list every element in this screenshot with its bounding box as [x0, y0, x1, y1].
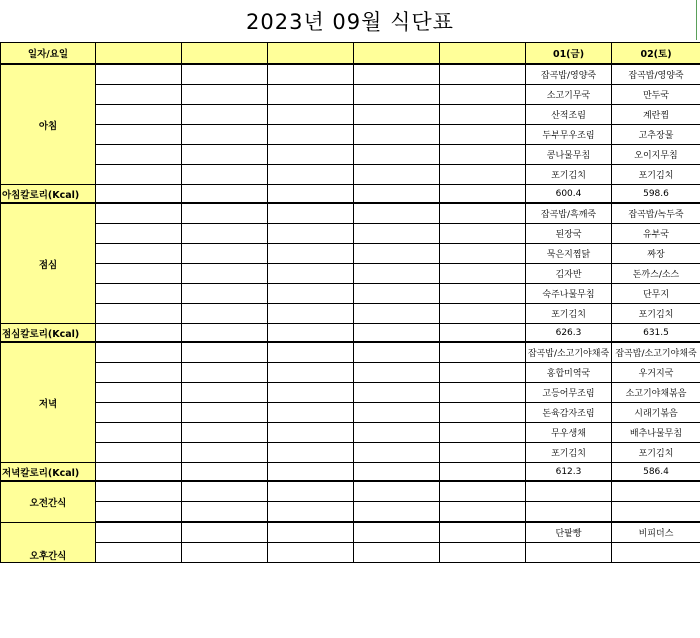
empty-cell [96, 502, 182, 523]
empty-cell [354, 443, 440, 463]
empty-cell [182, 203, 268, 224]
empty-cell [182, 463, 268, 482]
empty-cell [440, 342, 526, 363]
empty-cell [96, 105, 182, 125]
empty-cell [440, 481, 526, 502]
empty-cell [268, 502, 354, 523]
calorie-label: 아침칼로리(Kcal) [1, 185, 96, 204]
menu-item: 홍합미역국 [526, 363, 612, 383]
empty-cell [268, 244, 354, 264]
calorie-row [1, 185, 700, 204]
menu-item: 소고기무국 [526, 85, 612, 105]
menu-item: 잡곡밥/영양죽 [612, 64, 700, 85]
empty-cell [440, 284, 526, 304]
empty-cell [268, 284, 354, 304]
empty-cell [268, 203, 354, 224]
calorie-label: 저녁칼로리(Kcal) [1, 463, 96, 482]
empty-cell [182, 443, 268, 463]
menu-row [1, 125, 700, 145]
empty-cell [268, 363, 354, 383]
menu-item: 두부무우조림 [526, 125, 612, 145]
empty-cell [440, 363, 526, 383]
menu-item: 콩나물무침 [526, 145, 612, 165]
menu-item: 돈육감자조림 [526, 403, 612, 423]
page-title: 2023년 09월 식단표 [246, 10, 454, 34]
menu-row [1, 383, 700, 403]
empty-cell [354, 203, 440, 224]
empty-cell [440, 203, 526, 224]
snack-row [1, 522, 700, 543]
empty-cell [440, 543, 526, 563]
calorie-row [1, 463, 700, 482]
empty-cell [182, 85, 268, 105]
empty-cell [354, 481, 440, 502]
empty-cell [182, 304, 268, 324]
header-row [1, 43, 700, 65]
calorie-label: 점심칼로리(Kcal) [1, 324, 96, 343]
empty-cell [268, 324, 354, 343]
menu-row [1, 284, 700, 304]
menu-item [526, 481, 612, 502]
menu-item: 묵은지찜닭 [526, 244, 612, 264]
empty-cell [182, 481, 268, 502]
empty-cell [354, 543, 440, 563]
empty-cell [182, 383, 268, 403]
calorie-value: 631.5 [612, 324, 700, 343]
empty-cell [96, 403, 182, 423]
empty-cell [182, 423, 268, 443]
empty-cell [354, 264, 440, 284]
menu-item: 포기김치 [612, 165, 700, 185]
empty-cell [440, 423, 526, 443]
menu-row [1, 85, 700, 105]
empty-cell [440, 224, 526, 244]
menu-row [1, 342, 700, 363]
empty-cell [182, 264, 268, 284]
menu-item: 배추나물무침 [612, 423, 700, 443]
meal-label: 저녁 [1, 342, 96, 463]
menu-item: 산적조림 [526, 105, 612, 125]
empty-cell [96, 203, 182, 224]
menu-item: 유부국 [612, 224, 700, 244]
menu-item: 잡곡밥/흑깨죽 [526, 203, 612, 224]
empty-cell [268, 383, 354, 403]
empty-cell [440, 324, 526, 343]
empty-cell [96, 185, 182, 204]
menu-item: 잡곡밥/영양죽 [526, 64, 612, 85]
calorie-value: 612.3 [526, 463, 612, 482]
menu-item [612, 481, 700, 502]
menu-item: 비피더스 [612, 522, 700, 543]
empty-cell [526, 543, 612, 563]
menu-item: 고등어무조림 [526, 383, 612, 403]
empty-cell [96, 224, 182, 244]
empty-cell [440, 244, 526, 264]
empty-cell [96, 244, 182, 264]
empty-cell [182, 502, 268, 523]
menu-row [1, 203, 700, 224]
empty-cell [96, 423, 182, 443]
sheet-edge-divider [696, 0, 697, 40]
empty-cell [268, 85, 354, 105]
menu-item: 무우생채 [526, 423, 612, 443]
empty-cell [440, 522, 526, 543]
menu-item [612, 502, 700, 523]
empty-cell [268, 522, 354, 543]
meal-label: 아침 [1, 64, 96, 185]
empty-cell [182, 543, 268, 563]
empty-cell [268, 443, 354, 463]
empty-cell [354, 105, 440, 125]
empty-cell [268, 64, 354, 85]
empty-cell [354, 284, 440, 304]
menu-row [1, 105, 700, 125]
empty-cell [440, 463, 526, 482]
empty-cell [354, 145, 440, 165]
empty-cell [182, 64, 268, 85]
empty-cell [354, 125, 440, 145]
snack-row [1, 481, 700, 502]
empty-cell [268, 304, 354, 324]
empty-cell [268, 463, 354, 482]
empty-cell [354, 383, 440, 403]
menu-item: 포기김치 [526, 443, 612, 463]
empty-cell [96, 463, 182, 482]
empty-cell [96, 264, 182, 284]
header-empty-cell [96, 43, 182, 65]
menu-item: 고추장물 [612, 125, 700, 145]
menu-item [526, 502, 612, 523]
empty-cell [354, 64, 440, 85]
menu-item: 포기김치 [526, 304, 612, 324]
calorie-value: 586.4 [612, 463, 700, 482]
empty-cell [440, 85, 526, 105]
empty-cell [96, 363, 182, 383]
empty-cell [182, 185, 268, 204]
empty-cell [96, 304, 182, 324]
menu-item: 잡곡밥/소고기야채죽 [526, 342, 612, 363]
day-header-01: 01(금) [526, 43, 612, 65]
empty-cell [354, 403, 440, 423]
empty-cell [96, 324, 182, 343]
empty-cell [440, 403, 526, 423]
menu-item: 계란찜 [612, 105, 700, 125]
menu-item: 시래기볶음 [612, 403, 700, 423]
menu-item: 소고기야채볶음 [612, 383, 700, 403]
snack-row [1, 502, 700, 523]
empty-cell [182, 224, 268, 244]
empty-cell [354, 165, 440, 185]
empty-cell [268, 125, 354, 145]
empty-cell [440, 443, 526, 463]
empty-cell [440, 502, 526, 523]
empty-cell [612, 543, 700, 563]
empty-cell [268, 224, 354, 244]
calorie-value: 626.3 [526, 324, 612, 343]
empty-cell [268, 403, 354, 423]
empty-cell [440, 264, 526, 284]
empty-cell [96, 165, 182, 185]
date-day-header: 일자/요일 [1, 43, 96, 65]
empty-cell [96, 64, 182, 85]
empty-cell [182, 284, 268, 304]
empty-cell [182, 244, 268, 264]
header-empty-cell [354, 43, 440, 65]
menu-item: 오이지무침 [612, 145, 700, 165]
menu-item: 짜장 [612, 244, 700, 264]
menu-item: 포기김치 [612, 443, 700, 463]
menu-row [1, 145, 700, 165]
empty-cell [96, 543, 182, 563]
calorie-value: 598.6 [612, 185, 700, 204]
menu-item: 포기김치 [526, 165, 612, 185]
meal-label: 점심 [1, 203, 96, 324]
empty-cell [354, 522, 440, 543]
header-empty-cell [268, 43, 354, 65]
empty-cell [96, 383, 182, 403]
empty-cell [354, 324, 440, 343]
menu-row [1, 64, 700, 85]
empty-cell [440, 105, 526, 125]
empty-cell [354, 423, 440, 443]
empty-cell [268, 423, 354, 443]
menu-row [1, 224, 700, 244]
menu-item: 단팥빵 [526, 522, 612, 543]
empty-cell [182, 145, 268, 165]
empty-cell [268, 105, 354, 125]
menu-item: 우거지국 [612, 363, 700, 383]
empty-cell [182, 125, 268, 145]
menu-item: 숙주나물무침 [526, 284, 612, 304]
menu-item: 포기김치 [612, 304, 700, 324]
menu-row [1, 304, 700, 324]
empty-cell [268, 145, 354, 165]
empty-cell [268, 185, 354, 204]
calorie-row [1, 324, 700, 343]
snack-label: 오후간식 [1, 522, 96, 563]
empty-cell [354, 502, 440, 523]
menu-table [0, 42, 700, 563]
menu-row [1, 423, 700, 443]
empty-cell [440, 145, 526, 165]
empty-cell [268, 342, 354, 363]
empty-cell [268, 264, 354, 284]
empty-cell [354, 85, 440, 105]
empty-cell [182, 105, 268, 125]
empty-cell [354, 363, 440, 383]
empty-cell [182, 363, 268, 383]
empty-cell [182, 324, 268, 343]
empty-cell [440, 383, 526, 403]
menu-item: 단무지 [612, 284, 700, 304]
menu-item: 잡곡밥/소고기야채죽 [612, 342, 700, 363]
empty-cell [96, 284, 182, 304]
snack-row [1, 543, 700, 563]
empty-cell [182, 522, 268, 543]
empty-cell [354, 304, 440, 324]
empty-cell [354, 185, 440, 204]
empty-cell [354, 342, 440, 363]
menu-item: 돈까스/소스 [612, 264, 700, 284]
empty-cell [440, 165, 526, 185]
empty-cell [440, 64, 526, 85]
menu-row [1, 403, 700, 423]
menu-row [1, 443, 700, 463]
empty-cell [96, 443, 182, 463]
header-empty-cell [182, 43, 268, 65]
empty-cell [96, 85, 182, 105]
empty-cell [354, 244, 440, 264]
menu-item: 된장국 [526, 224, 612, 244]
empty-cell [440, 125, 526, 145]
empty-cell [354, 224, 440, 244]
empty-cell [440, 185, 526, 204]
empty-cell [182, 342, 268, 363]
day-header-02: 02(토) [612, 43, 700, 65]
menu-item: 만두국 [612, 85, 700, 105]
empty-cell [268, 543, 354, 563]
empty-cell [96, 125, 182, 145]
header-empty-cell [440, 43, 526, 65]
menu-item: 잡곡밥/녹두죽 [612, 203, 700, 224]
empty-cell [268, 481, 354, 502]
empty-cell [96, 522, 182, 543]
menu-row [1, 244, 700, 264]
calorie-value: 600.4 [526, 185, 612, 204]
menu-row [1, 264, 700, 284]
menu-row [1, 165, 700, 185]
empty-cell [268, 165, 354, 185]
menu-row [1, 363, 700, 383]
empty-cell [182, 403, 268, 423]
empty-cell [182, 165, 268, 185]
menu-item: 김자반 [526, 264, 612, 284]
empty-cell [96, 481, 182, 502]
empty-cell [96, 145, 182, 165]
empty-cell [440, 304, 526, 324]
empty-cell [96, 342, 182, 363]
snack-label: 오전간식 [1, 481, 96, 522]
empty-cell [354, 463, 440, 482]
